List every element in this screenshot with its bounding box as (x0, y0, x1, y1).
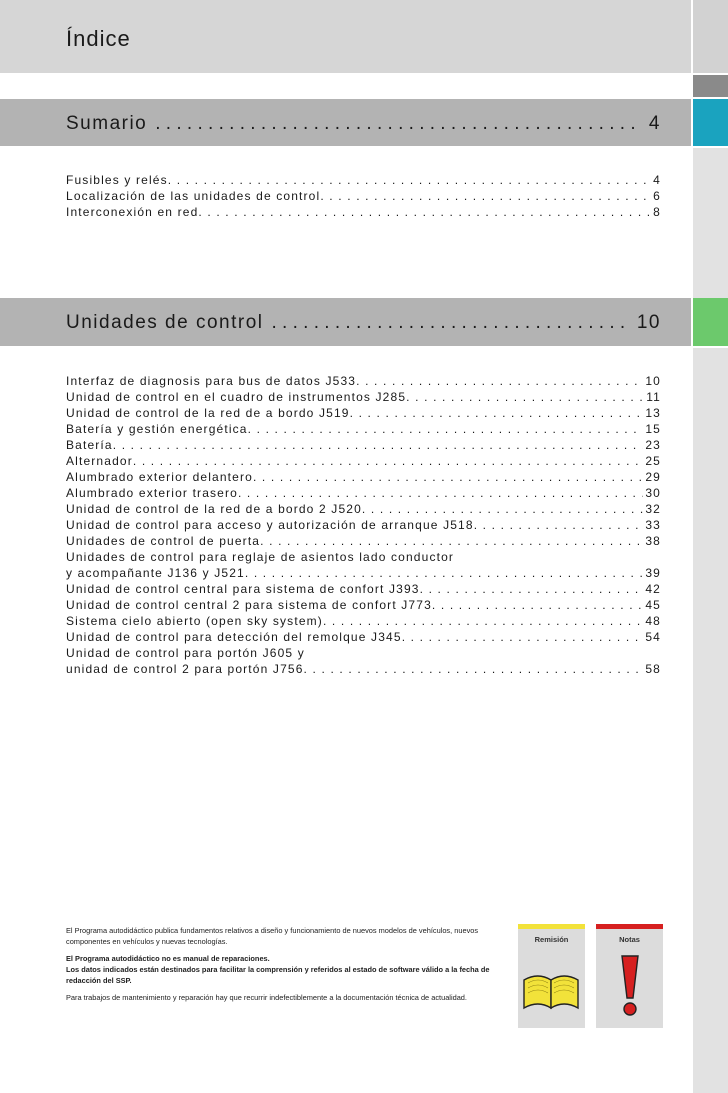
toc-entry-line1[interactable]: Unidad de control para portón J605 y (66, 646, 305, 660)
exclamation-icon (596, 954, 663, 1020)
remision-color-bar (518, 924, 585, 929)
toc-entry[interactable]: Localización de las unidades de control . . . 6 (66, 188, 661, 204)
page-title: Índice (66, 26, 131, 51)
toc-entry[interactable]: Unidad de control central para sistema de confort J393 . . . 42 (66, 581, 661, 597)
legend-remision (518, 924, 585, 1028)
footer-paragraph-2 (66, 953, 506, 986)
tab-dark-gray (693, 75, 728, 97)
section-sumario-page: 4 (648, 113, 661, 134)
tab-cyan (693, 99, 728, 146)
toc-entry[interactable]: Interfaz de diagnosis para bus de datos J533 . . . 10 (66, 373, 661, 389)
toc-entry[interactable]: Alumbrado exterior trasero . . . 30 (66, 485, 661, 501)
toc-entry[interactable]: Interconexión en red . . . 8 (66, 204, 661, 220)
toc-entry-line1[interactable]: Unidades de control para reglaje de asientos lado conductor (66, 550, 455, 564)
toc-entry[interactable]: Unidad de control de la red de a bordo 2 J520 . . . 32 (66, 501, 661, 517)
toc-entry[interactable]: Unidad de control de la red de a bordo J519 . . . 13 (66, 405, 661, 421)
toc-entry[interactable]: Unidad de control en el cuadro de instrumentos J285 . . . 11 (66, 389, 661, 405)
section-unidades-bar (0, 298, 691, 346)
toc-entry[interactable]: Fusibles y relés . . . 4 (66, 172, 661, 188)
section-unidades-page: 10 (636, 312, 661, 333)
open-book-icon (518, 954, 585, 1014)
toc-entry[interactable]: Batería y gestión energética . . . 15 (66, 421, 661, 437)
tab-light-2 (693, 348, 728, 1093)
toc-entry[interactable]: Batería . . . 23 (66, 437, 661, 453)
footer-paragraph-1: El Programa autodidáctico publica fundamentos relativos a diseño y funcionamiento de nuevos modelos de vehículos, nuevos componentes en vehículos y nuevas tecnologías. (66, 926, 479, 946)
toc-entry[interactable]: Unidad de control para detección del remolque J345 . . . 54 (66, 629, 661, 645)
section-sumario-bar (0, 99, 691, 146)
header-bar (0, 0, 691, 73)
notas-color-bar (596, 924, 663, 929)
toc-entry-line2[interactable]: unidad de control 2 para portón J756 . . . 58 (66, 661, 661, 677)
toc-entry[interactable]: Alumbrado exterior delantero . . . 29 (66, 469, 661, 485)
toc-entry[interactable]: Unidad de control para acceso y autorización de arranque J518 . . . 33 (66, 517, 661, 533)
footer-bold-line-1: El Programa autodidáctico no es manual de reparaciones. (66, 954, 270, 963)
toc-entry[interactable]: Sistema cielo abierto (open sky system) . . . 48 (66, 613, 661, 629)
tab-light-1 (693, 148, 728, 298)
notas-label: Notas (619, 935, 640, 944)
toc-entry-line2[interactable]: y acompañante J136 y J521 . . . 39 (66, 565, 661, 581)
section-sumario-title: Sumario (66, 113, 148, 134)
toc-unidades-list (66, 373, 661, 677)
section-unidades-title: Unidades de control (66, 312, 264, 333)
toc-entry[interactable]: Unidades de control de puerta . . . 38 (66, 533, 661, 549)
footer-bold-line-2: Los datos indicados están destinados para facilitar la comprensión y referidos al estado de software válido a la fecha de redacción del SSP. (66, 965, 490, 985)
remision-label: Remisión (534, 935, 569, 944)
tab-gray (693, 0, 728, 73)
tab-green (693, 298, 728, 346)
footer-paragraph-3: Para trabajos de mantenimiento y reparación hay que recurrir indefectiblemente a la documentación técnica de actualidad. (66, 993, 467, 1002)
legend-notas (596, 924, 663, 1028)
toc-entry[interactable]: Alternador . . . 25 (66, 453, 661, 469)
footer-notes (66, 925, 506, 1009)
toc-sumario-list (66, 172, 661, 220)
toc-entry[interactable]: Unidad de control central 2 para sistema de confort J773 . . . 45 (66, 597, 661, 613)
